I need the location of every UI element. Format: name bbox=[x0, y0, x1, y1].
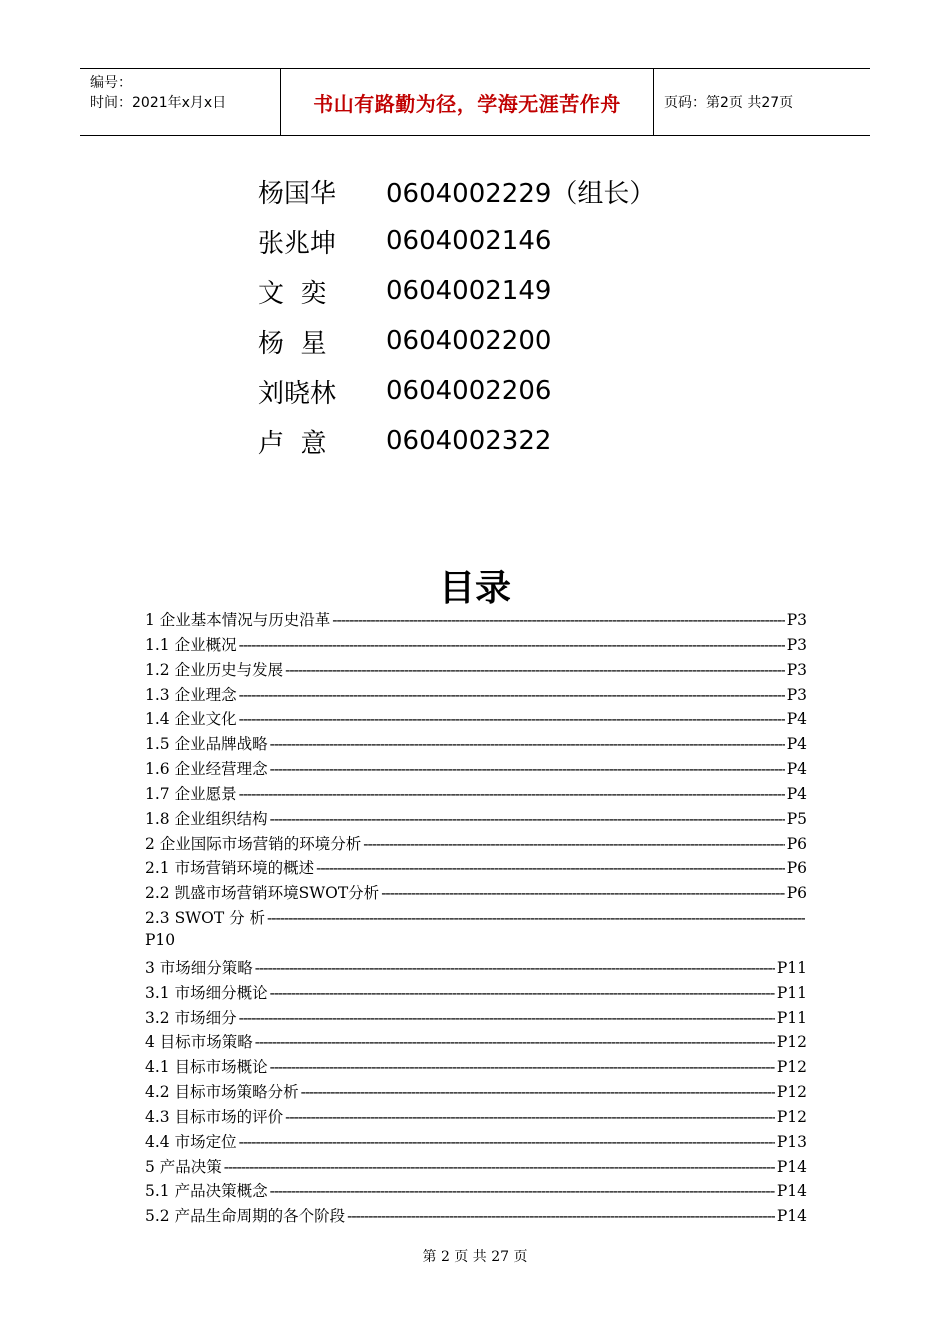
toc-entry-page: P14 bbox=[776, 1182, 807, 1201]
toc-entry-title: 5.1 产品决策概念 bbox=[145, 1182, 268, 1201]
toc-entry bbox=[145, 1055, 807, 1080]
toc-entry bbox=[145, 608, 807, 633]
member-name: 刘晓林 bbox=[258, 378, 337, 409]
toc-entry-page: P11 bbox=[776, 958, 807, 977]
toc-entry-title: 1.7 企业愿景 bbox=[145, 784, 237, 803]
toc-entry-page: P5 bbox=[786, 809, 807, 828]
toc-leader bbox=[270, 984, 775, 1002]
toc-entry bbox=[145, 881, 807, 906]
toc-entry-title: 1 企业基本情况与历史沿革 bbox=[145, 611, 331, 629]
toc-entry-page: P11 bbox=[776, 1008, 807, 1027]
toc-entry bbox=[145, 707, 807, 732]
toc-leader bbox=[301, 1083, 775, 1101]
member-row bbox=[258, 216, 655, 266]
toc-entry-title: 2 企业国际市场营销的环境分析 bbox=[145, 834, 362, 853]
toc-leader bbox=[347, 1207, 775, 1225]
header-meta bbox=[80, 69, 281, 135]
member-id: 0604002229（组长） bbox=[386, 178, 656, 209]
toc-entry-title: 3.1 市场细分概论 bbox=[145, 983, 268, 1002]
toc-entry-title: 3.2 市场细分 bbox=[145, 1008, 237, 1027]
member-name: 杨 星 bbox=[258, 328, 327, 359]
toc-entry-page: P4 bbox=[786, 735, 807, 754]
toc-entry bbox=[145, 981, 807, 1006]
toc-entry bbox=[145, 1179, 807, 1204]
toc-entry-title: 4.3 目标市场的评价 bbox=[145, 1107, 284, 1126]
toc-entry-title: 1.3 企业理念 bbox=[145, 685, 237, 704]
toc-leader bbox=[239, 710, 785, 728]
toc-leader bbox=[224, 1158, 775, 1176]
toc-entry-title: 1.4 企业文化 bbox=[145, 710, 237, 729]
member-list bbox=[258, 166, 655, 466]
header-page-info: 页码：第2页 共27页 bbox=[664, 95, 794, 111]
toc-entry-page: P12 bbox=[776, 1058, 807, 1077]
toc-leader bbox=[316, 859, 785, 877]
toc-entry-title: 1.8 企业组织结构 bbox=[145, 809, 268, 828]
header-motto: 书山有路勤为径，学海无涯苦作舟 bbox=[281, 69, 654, 135]
toc-entry bbox=[145, 633, 807, 658]
member-name: 文 奕 bbox=[258, 278, 327, 309]
toc-leader bbox=[363, 835, 784, 853]
member-row bbox=[258, 366, 655, 416]
toc-entry-title: 1.6 企业经营理念 bbox=[145, 760, 268, 779]
toc-entry bbox=[145, 1006, 807, 1031]
member-id: 0604002322 bbox=[386, 426, 552, 456]
table-of-contents bbox=[145, 608, 807, 1229]
toc-leader bbox=[270, 760, 785, 778]
toc-entry bbox=[145, 1030, 807, 1055]
toc-entry-title: 4.4 市场定位 bbox=[145, 1132, 237, 1151]
toc-entry-page: P10 bbox=[145, 930, 176, 949]
toc-entry bbox=[145, 757, 807, 782]
member-name: 杨国华 bbox=[258, 178, 337, 209]
toc-entry-title: 4.2 目标市场策略分析 bbox=[145, 1083, 299, 1102]
toc-entry bbox=[145, 956, 807, 981]
toc-entry-page: P13 bbox=[776, 1132, 807, 1151]
toc-entry-page: P12 bbox=[776, 1083, 807, 1102]
toc-entry-title: 2.2 凯盛市场营销环境SWOT分析 bbox=[145, 884, 380, 903]
toc-entry bbox=[145, 683, 807, 708]
toc-title: 目录 bbox=[438, 568, 511, 609]
toc-leader bbox=[285, 1108, 775, 1126]
toc-leader bbox=[239, 686, 785, 704]
toc-leader bbox=[239, 1133, 775, 1151]
toc-entry-title: 4 目标市场策略 bbox=[145, 1033, 253, 1052]
toc-entry-page: P12 bbox=[776, 1107, 807, 1126]
member-name: 卢 意 bbox=[258, 428, 327, 459]
toc-entry-title: 1.1 企业概况 bbox=[145, 635, 237, 654]
member-row bbox=[258, 316, 655, 366]
toc-leader bbox=[270, 810, 785, 828]
toc-entry bbox=[145, 832, 807, 857]
toc-entry bbox=[145, 1204, 807, 1229]
member-row bbox=[258, 166, 655, 216]
toc-leader bbox=[270, 1058, 775, 1076]
toc-leader bbox=[255, 959, 775, 977]
member-row bbox=[258, 266, 655, 316]
toc-entry bbox=[145, 1105, 807, 1130]
toc-entry bbox=[145, 1080, 807, 1105]
toc-entry-page: P14 bbox=[776, 1207, 807, 1226]
toc-entry-title: 1.2 企业历史与发展 bbox=[145, 660, 284, 679]
member-name: 张兆坤 bbox=[258, 228, 337, 259]
toc-leader bbox=[285, 661, 785, 679]
toc-entry-page: P3 bbox=[786, 685, 807, 704]
toc-entry bbox=[145, 906, 807, 931]
toc-entry-page: P3 bbox=[786, 635, 807, 654]
page-header bbox=[80, 68, 870, 136]
toc-entry-page: P3 bbox=[786, 611, 807, 629]
member-id: 0604002206 bbox=[386, 376, 552, 406]
toc-entry-title: 3 市场细分策略 bbox=[145, 958, 253, 977]
toc-entry-title: 4.1 目标市场概论 bbox=[145, 1058, 268, 1077]
toc-entry-title: 1.5 企业品牌战略 bbox=[145, 735, 268, 754]
toc-entry bbox=[145, 856, 807, 881]
toc-entry-page: P6 bbox=[786, 884, 807, 903]
page-footer: 第 2 页 共 27 页 bbox=[422, 1249, 528, 1265]
toc-entry-page: P11 bbox=[776, 983, 807, 1002]
time-label: 时间：2021年x月x日 bbox=[90, 95, 227, 111]
toc-leader bbox=[332, 611, 784, 629]
toc-entry-page: P6 bbox=[786, 859, 807, 878]
toc-entry bbox=[145, 1155, 807, 1180]
toc-entry bbox=[145, 658, 807, 683]
toc-leader bbox=[239, 636, 785, 654]
member-id: 0604002146 bbox=[386, 226, 552, 256]
toc-leader bbox=[255, 1033, 775, 1051]
toc-entry bbox=[145, 782, 807, 807]
code-label: 编号： bbox=[90, 75, 132, 91]
toc-entry-page: P4 bbox=[786, 710, 807, 729]
toc-entry bbox=[145, 1130, 807, 1155]
toc-entry-title: 5.2 产品生命周期的各个阶段 bbox=[145, 1207, 346, 1226]
toc-entry-page: P4 bbox=[786, 784, 807, 803]
member-id: 0604002149 bbox=[386, 276, 552, 306]
toc-entry-page: P14 bbox=[776, 1157, 807, 1176]
toc-entry-page: P4 bbox=[786, 760, 807, 779]
toc-leader bbox=[270, 735, 785, 753]
toc-leader bbox=[239, 1009, 775, 1027]
toc-entry bbox=[145, 807, 807, 832]
toc-entry bbox=[145, 732, 807, 757]
toc-entry-continuation bbox=[145, 931, 807, 956]
toc-entry-page: P3 bbox=[786, 660, 807, 679]
toc-entry-title: 2.3 SWOT 分 析 bbox=[145, 909, 266, 928]
toc-leader bbox=[270, 1182, 775, 1200]
toc-leader bbox=[239, 785, 785, 803]
member-row bbox=[258, 416, 655, 466]
member-id: 0604002200 bbox=[386, 326, 552, 356]
toc-leader bbox=[267, 909, 805, 927]
toc-entry-page: P6 bbox=[786, 834, 807, 853]
toc-entry-page: P12 bbox=[776, 1033, 807, 1052]
toc-entry-title: 5 产品决策 bbox=[145, 1157, 222, 1176]
toc-leader bbox=[381, 884, 785, 902]
toc-entry-title: 2.1 市场营销环境的概述 bbox=[145, 859, 315, 878]
